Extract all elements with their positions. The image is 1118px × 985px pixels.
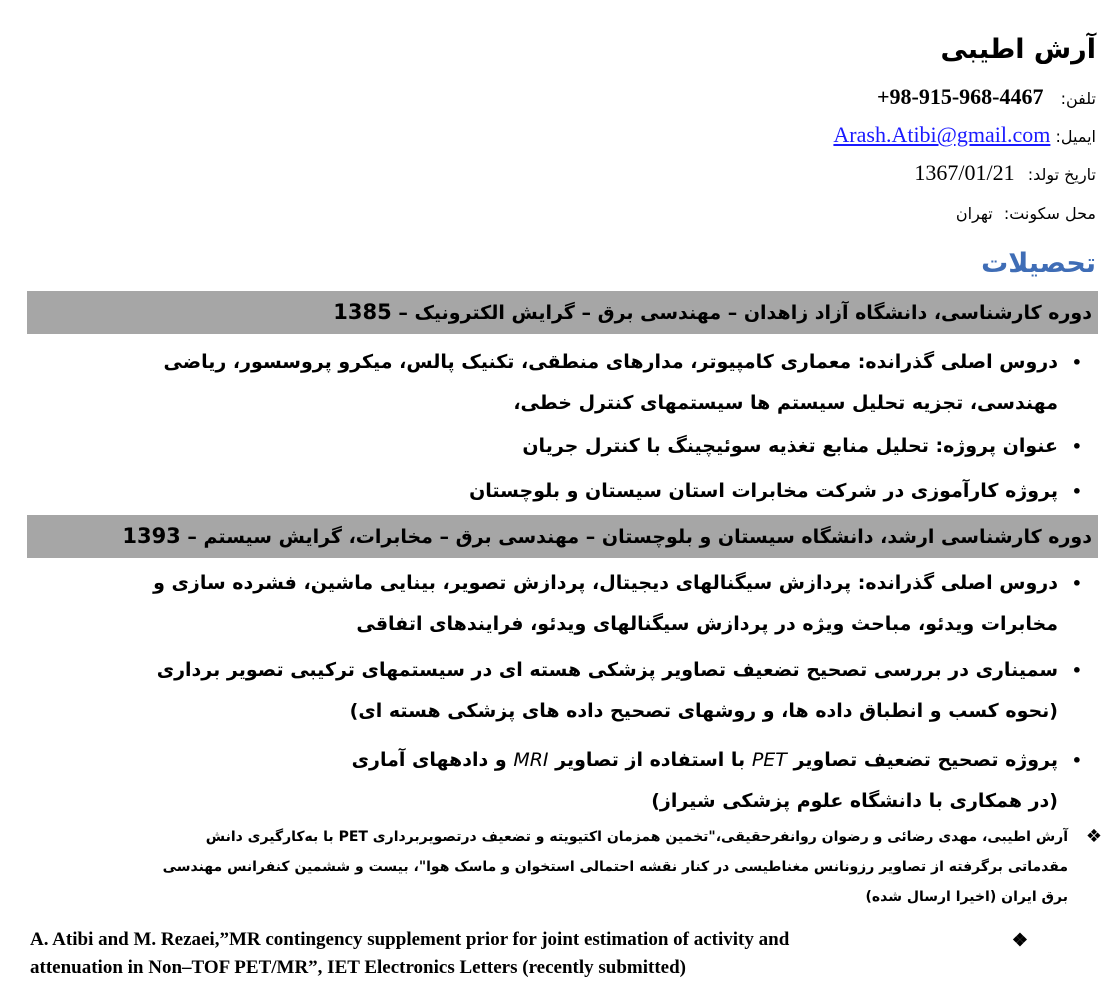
publication-line: attenuation in Non–TOF PET/MR”, IET Electronics Letters (recently submitted): [30, 957, 687, 978]
list-item: [40, 563, 1082, 645]
heading-text: دوره کارشناسی ارشد، دانشگاه سیستان و بلوچستان – مهندسی برق – مخابرات، گرایش سیستم –: [187, 526, 1092, 548]
bullet-icon: •: [1071, 482, 1082, 501]
heading-year: 1385: [333, 300, 392, 324]
bullet-line: مهندسی، تجزیه تحلیل سیستم ها سیستمهای کنترل خطی،: [513, 392, 1058, 414]
residence-label: محل سکونت:: [1003, 204, 1096, 223]
publication-persian: [30, 822, 1102, 912]
bullet-line: (نحوه کسب و انطباق داده ها، و روشهای تصحیح داده های پزشکی هسته ای): [349, 700, 1058, 722]
bullet-line: دروس اصلی گذرانده: پردازش سیگنالهای دیجیتال، پردازش تصویر، بینایی ماشین، فشرده سازی و: [153, 572, 1058, 594]
education-heading-master: [27, 515, 1098, 558]
publication-english: [30, 926, 1028, 982]
phone-value: +98-915-968-4467: [876, 84, 1044, 109]
list-item: [40, 740, 1082, 822]
birth-value: 1367/01/21: [914, 160, 1015, 185]
bullet-line: پروژه کارآموزی در شرکت مخابرات استان سیستان و بلوچستان: [469, 480, 1058, 502]
bullet-icon: •: [1071, 437, 1082, 456]
birth-label: تاریخ تولد:: [1027, 165, 1096, 184]
bullet-text: پروژه تصحیح تضعیف تصاویر: [793, 749, 1058, 771]
publication-line: برق ایران (اخیرا ارسال شده): [865, 889, 1068, 905]
bullet-line: مخابرات ویدئو، مباحث ویژه در پردازش سیگنالهای ویدئو، فرایندهای اتفاقی: [356, 613, 1058, 635]
bullet-icon: •: [1071, 353, 1082, 372]
list-item: [40, 650, 1082, 732]
diamond-bullet-icon: ❖: [1085, 826, 1102, 847]
bullet-text: با استفاده از تصاویر: [555, 749, 746, 771]
email-link[interactable]: Arash.Atibi@gmail.com: [833, 122, 1051, 147]
heading-text: دوره کارشناسی، دانشگاه آزاد زاهدان – مهندسی برق – گرایش الکترونیک –: [398, 302, 1092, 324]
mri-term: MRI: [513, 749, 549, 771]
publication-line: A. Atibi and M. Rezaei,”MR contingency supplement prior for joint estimation of activity and: [30, 929, 790, 950]
bullet-line: دروس اصلی گذرانده: معماری کامپیوتر، مدارهای منطقی، تکنیک پالس، میکرو پروسسور، ریاضی: [163, 351, 1058, 373]
section-title-education: تحصیلات: [981, 248, 1096, 279]
bullet-icon: •: [1071, 661, 1082, 680]
bullet-line: (در همکاری با دانشگاه علوم پزشکی شیراز): [651, 790, 1058, 812]
diamond-bullet-icon: ❖: [1011, 930, 1028, 950]
phone-row: [877, 84, 1096, 112]
list-item: [40, 471, 1082, 512]
bullet-icon: •: [1071, 751, 1082, 770]
list-item: [40, 426, 1082, 467]
birth-row: [914, 160, 1096, 188]
bullet-icon: •: [1071, 574, 1082, 593]
publication-line: آرش اطیبی، مهدی رضائی و رضوان روانفرحقیقی،"تخمین همزمان اکتیویته و تضعیف درتصویربرداری PET با به‌کارگیری دانش: [205, 829, 1068, 845]
bullet-line: سمیناری در بررسی تصحیح تضعیف تصاویر پزشکی هسته ای در سیستمهای ترکیبی تصویر برداری: [156, 659, 1058, 681]
email-row: [833, 122, 1096, 150]
phone-label: تلفن:: [1060, 89, 1096, 108]
heading-year: 1393: [122, 524, 181, 548]
bullet-text: و دادههای آماری: [351, 749, 507, 771]
bullet-line: عنوان پروژه: تحلیل منابع تغذیه سوئیچینگ با کنترل جریان: [522, 435, 1058, 457]
email-label: ایمیل:: [1055, 127, 1096, 146]
education-heading-bachelor: [27, 291, 1098, 334]
residence-value: تهران: [955, 204, 993, 223]
bullet-line: [40, 740, 1058, 781]
list-item: [40, 342, 1082, 424]
publication-line: مقدماتی برگرفته از تصاویر رزونانس مغناطیسی در کنار نقشه احتمالی استخوان و ماسک هوا"، بیست و ششمین کنفرانس مهندسی: [162, 859, 1068, 875]
pet-term: PET: [751, 749, 787, 771]
residence-row: [956, 201, 1096, 227]
person-name: آرش اطیبی: [940, 34, 1096, 65]
